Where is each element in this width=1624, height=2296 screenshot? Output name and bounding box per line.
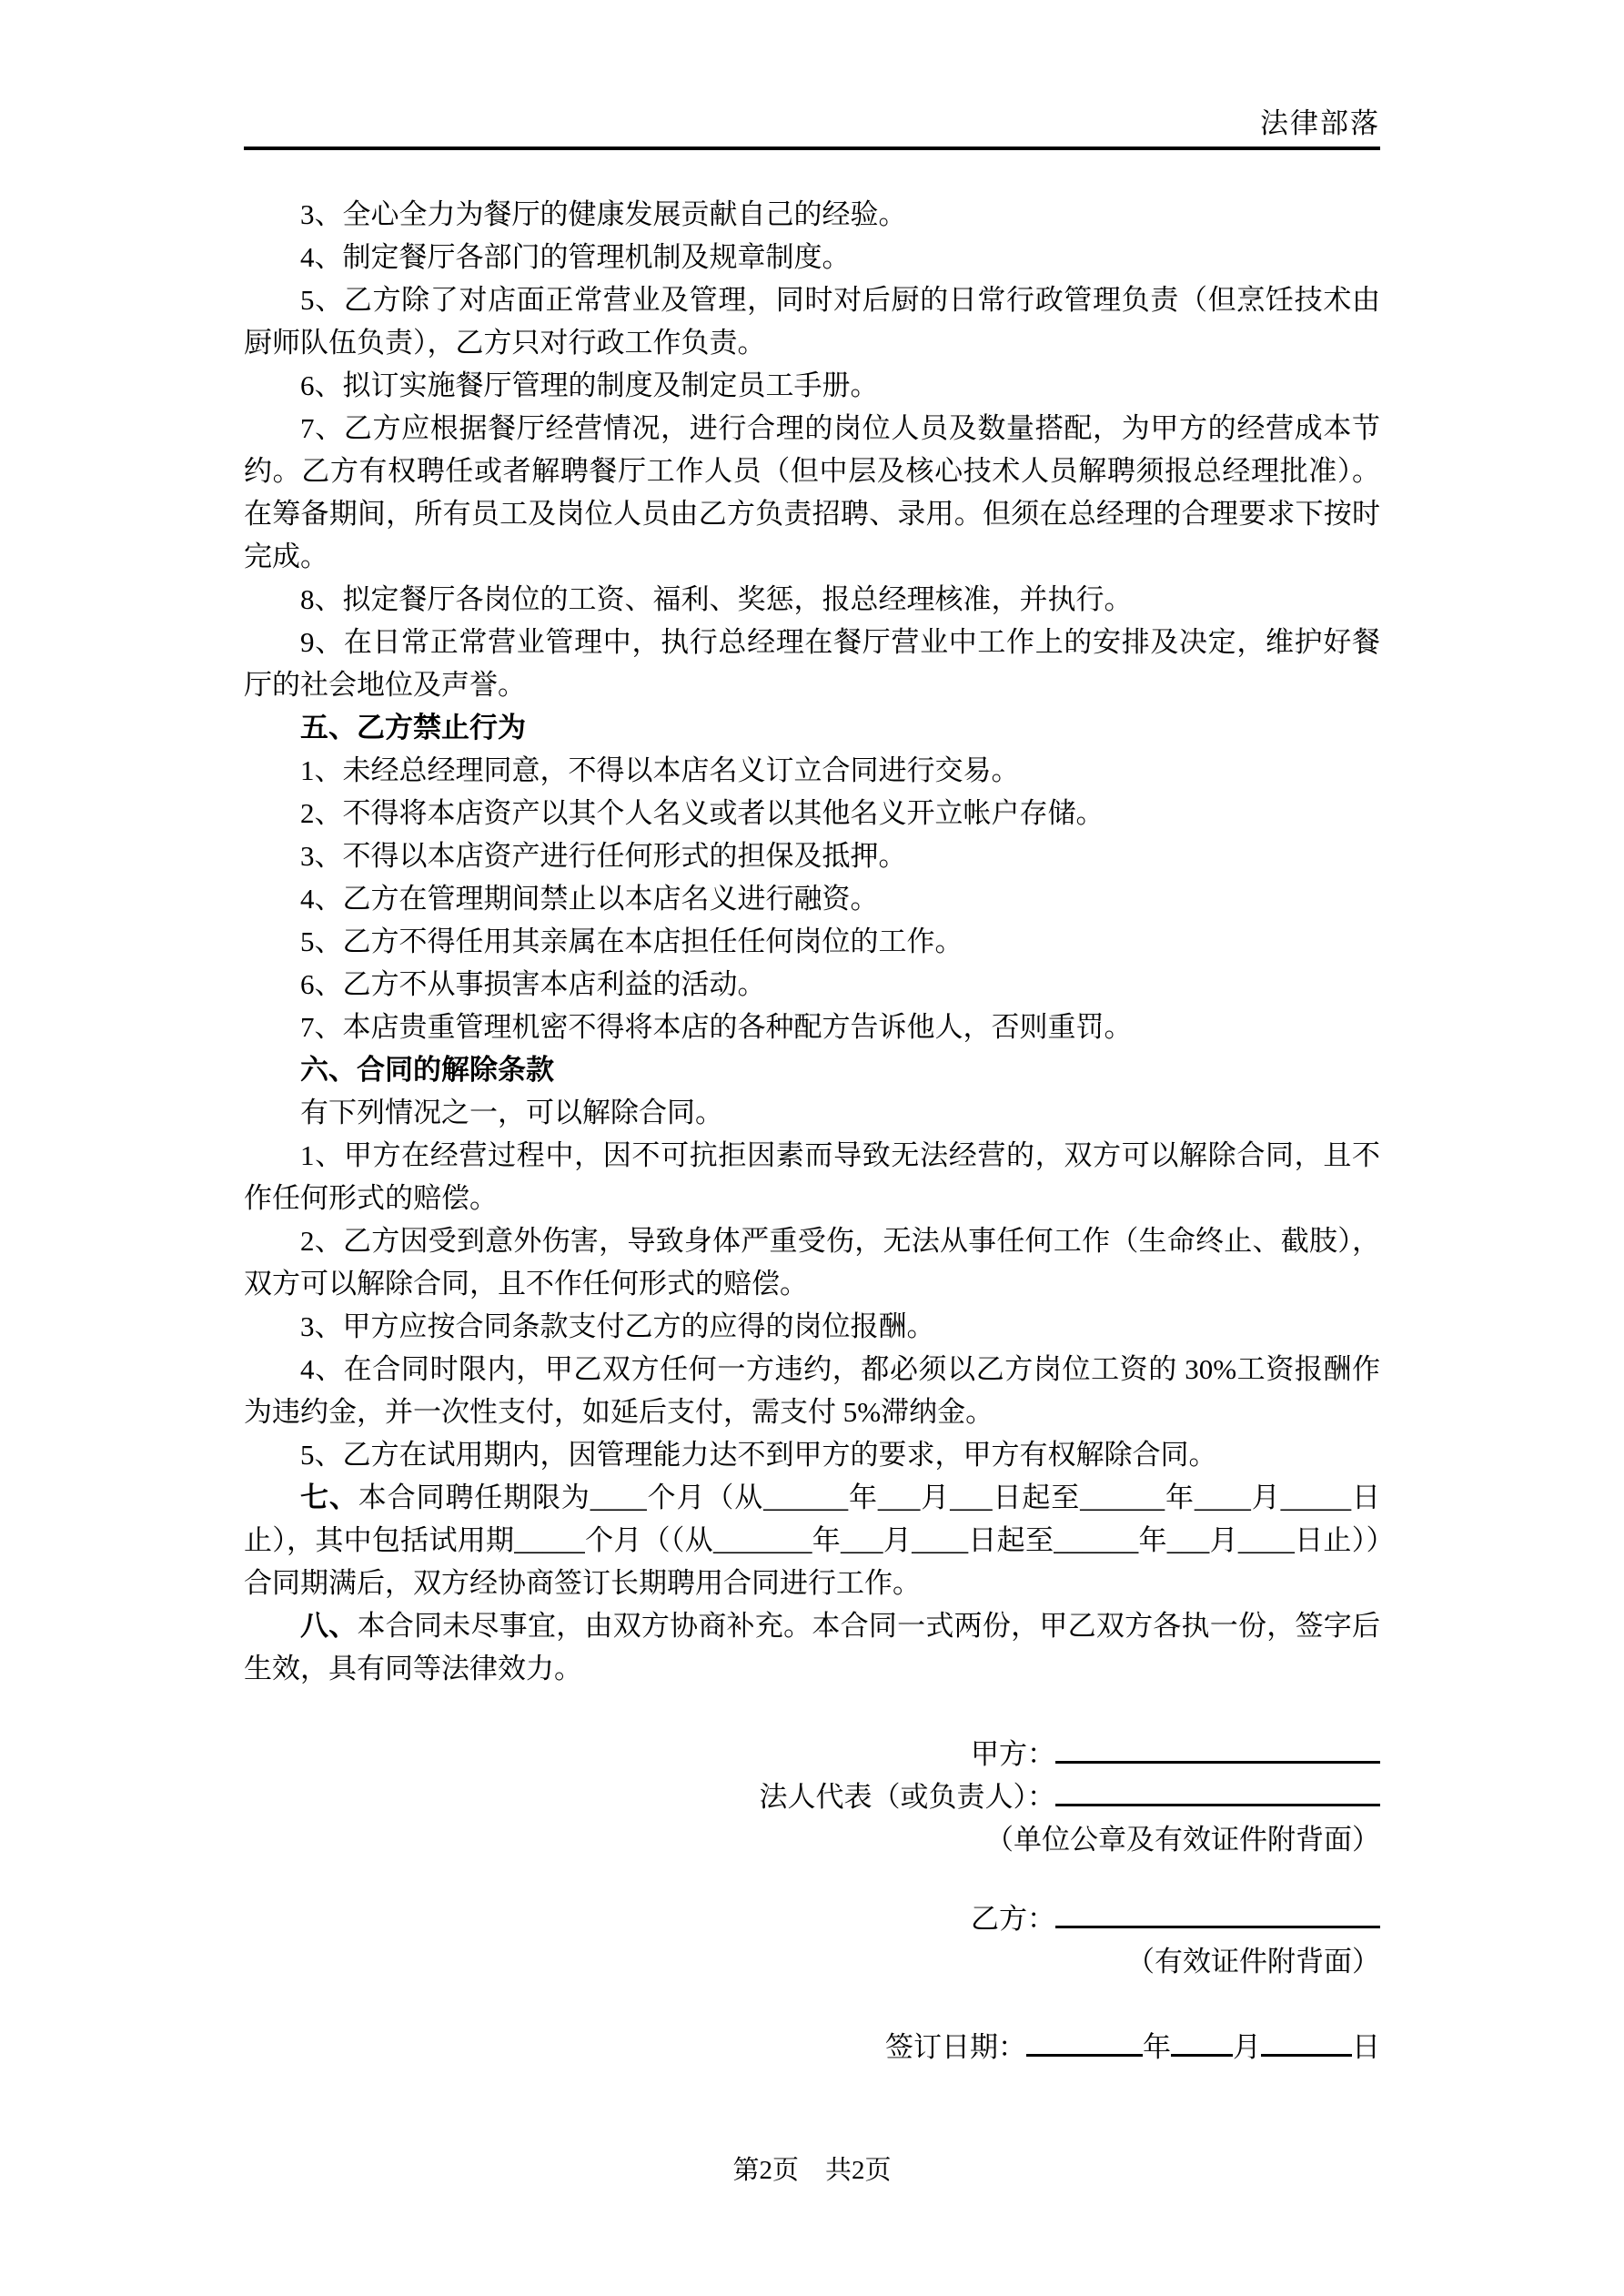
clause: 2、不得将本店资产以其个人名义或者以其他名义开立帐户存储。 <box>300 797 1105 829</box>
header-brand: 法律部落 <box>1260 107 1380 139</box>
party-a-label: 甲方： <box>971 1738 1055 1770</box>
clause: 4、乙方在管理期间禁止以本店名义进行融资。 <box>300 883 879 915</box>
clause: 3、甲方应按合同条款支付乙方的应得的岗位报酬。 <box>300 1310 935 1342</box>
party-a-blank-line <box>1055 1734 1380 1764</box>
clause: 7、本店贵重管理机密不得将本店的各种配方告诉他人，否则重罚。 <box>300 1011 1133 1043</box>
legal-rep-row <box>244 1775 1380 1818</box>
clause: 3、全心全力为餐厅的健康发展贡献自己的经验。 <box>300 198 907 230</box>
clause-eight-text: 本合同未尽事宜，由双方协商补充。本合同一式两份，甲乙双方各执一份，签字后生效，具有同等法律效力。 <box>244 1610 1381 1684</box>
page-footer <box>0 2149 1624 2187</box>
clause: 4、在合同时限内，甲乙双方任何一方违约，都必须以乙方岗位工资的 30%工资报酬作为违约金，并一次性支付，如延后支付，需支付 5%滞纳金。 <box>244 1353 1380 1428</box>
clause-seven-number: 七、 <box>300 1482 358 1513</box>
clause: 6、拟订实施餐厅管理的制度及制定员工手册。 <box>300 369 879 401</box>
day-unit: 日 <box>1352 2031 1380 2063</box>
clause-eight <box>244 1604 1380 1690</box>
sign-date-year-blank <box>1026 2027 1143 2057</box>
clause-seven-text: 本合同聘任期限为____个月（从______年___月___日起至______年____月_____日止），其中包括试用期_____个月（（从_______年___月____日起至______年___月____日止））合同期满后，双方经协商签订长期聘用合同进行工作。 <box>244 1482 1380 1599</box>
sign-date-row <box>244 2026 1380 2068</box>
section-heading-five: 五、乙方禁止行为 <box>300 712 526 743</box>
sign-date-day-blank <box>1261 2027 1352 2057</box>
clause: 2、乙方因受到意外伤害，导致身体严重受伤，无法从事任何工作（生命终止、截肢），双方可以解除合同，且不作任何形式的赔偿。 <box>244 1225 1380 1300</box>
id-note: （有效证件附背面） <box>1126 1946 1380 1977</box>
section-heading-six: 六、合同的解除条款 <box>300 1054 554 1086</box>
party-a-row <box>244 1733 1380 1775</box>
clause: 1、未经总经理同意，不得以本店名义订立合同进行交易。 <box>300 754 1020 786</box>
legal-rep-label: 法人代表（或负责人）： <box>759 1781 1055 1813</box>
party-b-label: 乙方： <box>971 1903 1055 1935</box>
month-unit: 月 <box>1233 2031 1261 2063</box>
clause: 1、甲方在经营过程中，因不可抗拒因素而导致无法经营的，双方可以解除合同，且不作任何形式的赔偿。 <box>244 1139 1380 1214</box>
clause: 7、乙方应根据餐厅经营情况，进行合理的岗位人员及数量搭配，为甲方的经营成本节约。乙方有权聘任或者解聘餐厅工作人员（但中层及核心技术人员解聘须报总经理批准）。在筹备期间，所有员工及岗位人员由乙方负责招聘、录用。但须在总经理的合理要求下按时完成。 <box>244 412 1380 572</box>
seal-note: （单位公章及有效证件附背面） <box>985 1824 1380 1856</box>
header-rule <box>244 147 1380 150</box>
clause: 8、拟定餐厅各岗位的工资、福利、奖惩，报总经理核准，并执行。 <box>300 583 1133 615</box>
clause-eight-number: 八、 <box>300 1610 358 1642</box>
party-b-blank-line <box>1055 1898 1380 1928</box>
page-number: 第2页 共2页 <box>732 2156 892 2185</box>
clause: 4、制定餐厅各部门的管理机制及规章制度。 <box>300 241 851 273</box>
clause-seven <box>244 1476 1380 1604</box>
sign-date-label: 签订日期： <box>885 2031 1026 2063</box>
contract-body <box>244 193 1380 2068</box>
legal-rep-blank-line <box>1055 1776 1380 1806</box>
clause: 有下列情况之一，可以解除合同。 <box>300 1097 723 1128</box>
clause: 5、乙方在试用期内，因管理能力达不到甲方的要求，甲方有权解除合同。 <box>300 1439 1217 1471</box>
clause: 5、乙方除了对店面正常营业及管理，同时对后厨的日常行政管理负责（但烹饪技术由厨师队伍负责），乙方只对行政工作负责。 <box>244 284 1380 359</box>
clause: 5、乙方不得任用其亲属在本店担任任何岗位的工作。 <box>300 925 963 957</box>
page-header <box>244 106 1380 142</box>
year-unit: 年 <box>1143 2031 1171 2063</box>
clause: 6、乙方不从事损害本店利益的活动。 <box>300 968 766 1000</box>
party-b-row <box>244 1897 1380 1940</box>
sign-date-month-blank <box>1171 2027 1233 2057</box>
clause: 3、不得以本店资产进行任何形式的担保及抵押。 <box>300 840 907 872</box>
clause: 9、在日常正常营业管理中，执行总经理在餐厅营业中工作上的安排及决定，维护好餐厅的社会地位及声誉。 <box>244 626 1380 701</box>
